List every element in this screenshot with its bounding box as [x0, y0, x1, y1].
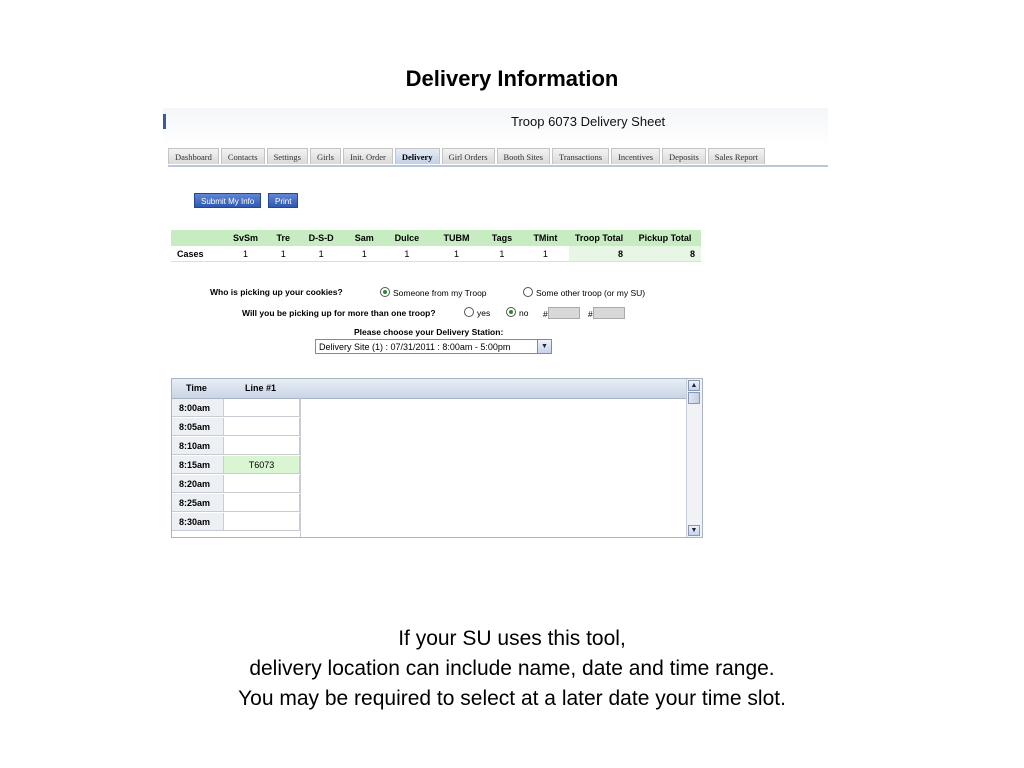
tab-girls[interactable]: Girls — [310, 148, 341, 164]
tab-settings[interactable]: Settings — [267, 148, 308, 164]
tab-transactions[interactable]: Transactions — [552, 148, 609, 164]
radio-label: no — [519, 308, 529, 318]
cases-header: Tags — [482, 230, 522, 246]
cases-header: Sam — [346, 230, 383, 246]
schedule-row — [172, 399, 301, 418]
radio-selected-icon[interactable] — [506, 307, 516, 317]
cases-header: TUBM — [431, 230, 482, 246]
cases-cell: 1 — [221, 246, 270, 262]
schedule-slot[interactable] — [223, 399, 300, 417]
caption-line: You may be required to select at a later date your time slot. — [238, 687, 786, 710]
cases-cell: 1 — [270, 246, 297, 262]
radio-unselected-icon[interactable] — [464, 307, 474, 317]
schedule-time: 8:15am — [172, 456, 223, 474]
slide-caption — [0, 624, 1024, 714]
app-header — [163, 108, 828, 146]
cases-header: Dulce — [383, 230, 431, 246]
cases-row-label: Cases — [171, 246, 221, 262]
schedule-time-header: Time — [186, 383, 207, 393]
troop-number-field-1[interactable] — [543, 307, 580, 319]
schedule-slot-booked[interactable]: T6073 — [223, 456, 300, 474]
cases-header-row — [171, 230, 701, 246]
schedule-time: 8:10am — [172, 437, 223, 455]
tab-girl-orders[interactable]: Girl Orders — [442, 148, 495, 164]
troop-number-input-1[interactable] — [548, 307, 580, 319]
cases-header — [171, 230, 221, 246]
cases-header: Pickup Total — [629, 230, 701, 246]
radio-label: Some other troop (or my SU) — [536, 288, 646, 298]
schedule-time: 8:00am — [172, 399, 223, 417]
cases-header: Tre — [270, 230, 297, 246]
cases-cell: 1 — [346, 246, 383, 262]
cases-header: Troop Total — [569, 230, 629, 246]
schedule-scrollbar[interactable] — [686, 379, 702, 537]
scroll-thumb[interactable] — [688, 392, 700, 404]
pickup-total-cell: 8 — [629, 246, 701, 262]
pickup-question-row — [210, 287, 343, 297]
cases-cell: 1 — [383, 246, 431, 262]
cases-cell: 1 — [482, 246, 522, 262]
cases-cell: 1 — [522, 246, 569, 262]
schedule-line-header: Line #1 — [245, 383, 277, 393]
chevron-down-icon[interactable]: ▼ — [537, 340, 551, 353]
schedule-slot[interactable] — [223, 475, 300, 493]
schedule-slot[interactable] — [223, 437, 300, 455]
tab-booth-sites[interactable]: Booth Sites — [497, 148, 550, 164]
hash-label: # — [543, 309, 548, 319]
radio-label: Someone from my Troop — [393, 288, 487, 298]
hash-label: # — [588, 309, 593, 319]
radio-no[interactable] — [506, 307, 528, 318]
cases-header: TMint — [522, 230, 569, 246]
schedule-time: 8:30am — [172, 513, 223, 531]
tab-init-order[interactable]: Init. Order — [343, 148, 393, 164]
schedule-row — [172, 494, 301, 513]
tab-sales-report[interactable]: Sales Report — [708, 148, 765, 164]
schedule-divider — [300, 398, 301, 538]
slide-title: Delivery Information — [405, 66, 619, 91]
tab-incentives[interactable]: Incentives — [611, 148, 660, 164]
schedule-time: 8:05am — [172, 418, 223, 436]
radio-other-troop[interactable] — [523, 287, 645, 298]
pickup-question-label: Who is picking up your cookies? — [210, 287, 343, 297]
tab-deposits[interactable]: Deposits — [662, 148, 706, 164]
cases-cell: 1 — [431, 246, 482, 262]
page-title: Troop 6073 Delivery Sheet — [511, 114, 666, 129]
tab-contacts[interactable]: Contacts — [221, 148, 265, 164]
schedule-row — [172, 475, 301, 494]
schedule-row — [172, 437, 301, 456]
schedule-time: 8:20am — [172, 475, 223, 493]
schedule-slot[interactable] — [223, 418, 300, 436]
tab-dashboard[interactable]: Dashboard — [168, 148, 219, 164]
delivery-schedule — [171, 378, 703, 538]
schedule-row — [172, 456, 301, 475]
cases-table — [171, 230, 701, 262]
scroll-up-icon[interactable]: ▲ — [688, 380, 700, 391]
radio-yes[interactable] — [464, 307, 490, 318]
schedule-row — [172, 418, 301, 437]
submit-my-info-button[interactable]: Submit My Info — [194, 193, 261, 208]
troop-number-input-2[interactable] — [593, 307, 625, 319]
multi-troop-question-row — [242, 308, 436, 318]
tab-delivery[interactable]: Delivery — [395, 148, 440, 164]
schedule-time: 8:25am — [172, 494, 223, 512]
schedule-row — [172, 513, 301, 532]
cases-row — [171, 246, 701, 262]
caption-line: delivery location can include name, date and time range. — [249, 657, 775, 680]
troop-number-field-2[interactable] — [588, 307, 625, 319]
multi-troop-question-label: Will you be picking up for more than one troop? — [242, 308, 436, 318]
cases-cell: 1 — [297, 246, 346, 262]
schedule-slot[interactable] — [223, 494, 300, 512]
delivery-station-select[interactable] — [315, 339, 552, 354]
delivery-station-label — [354, 327, 503, 337]
cases-header: SvSm — [221, 230, 270, 246]
print-button[interactable]: Print — [268, 193, 298, 208]
schedule-slot[interactable] — [223, 513, 300, 531]
delivery-station-label-text: Please choose your Delivery Station: — [354, 327, 504, 337]
radio-someone-from-troop[interactable] — [380, 287, 487, 298]
radio-label: yes — [477, 308, 491, 318]
radio-selected-icon[interactable] — [380, 287, 390, 297]
troop-total-cell: 8 — [569, 246, 629, 262]
schedule-header — [172, 379, 687, 399]
header-accent — [163, 114, 166, 129]
delivery-station-value: Delivery Site (1) : 07/31/2011 : 8:00am - 5:00pm — [319, 342, 511, 352]
caption-line: If your SU uses this tool, — [398, 627, 626, 650]
cases-header: D-S-D — [297, 230, 346, 246]
radio-unselected-icon[interactable] — [523, 287, 533, 297]
tab-bar — [168, 148, 828, 167]
scroll-down-icon[interactable]: ▼ — [688, 525, 700, 536]
